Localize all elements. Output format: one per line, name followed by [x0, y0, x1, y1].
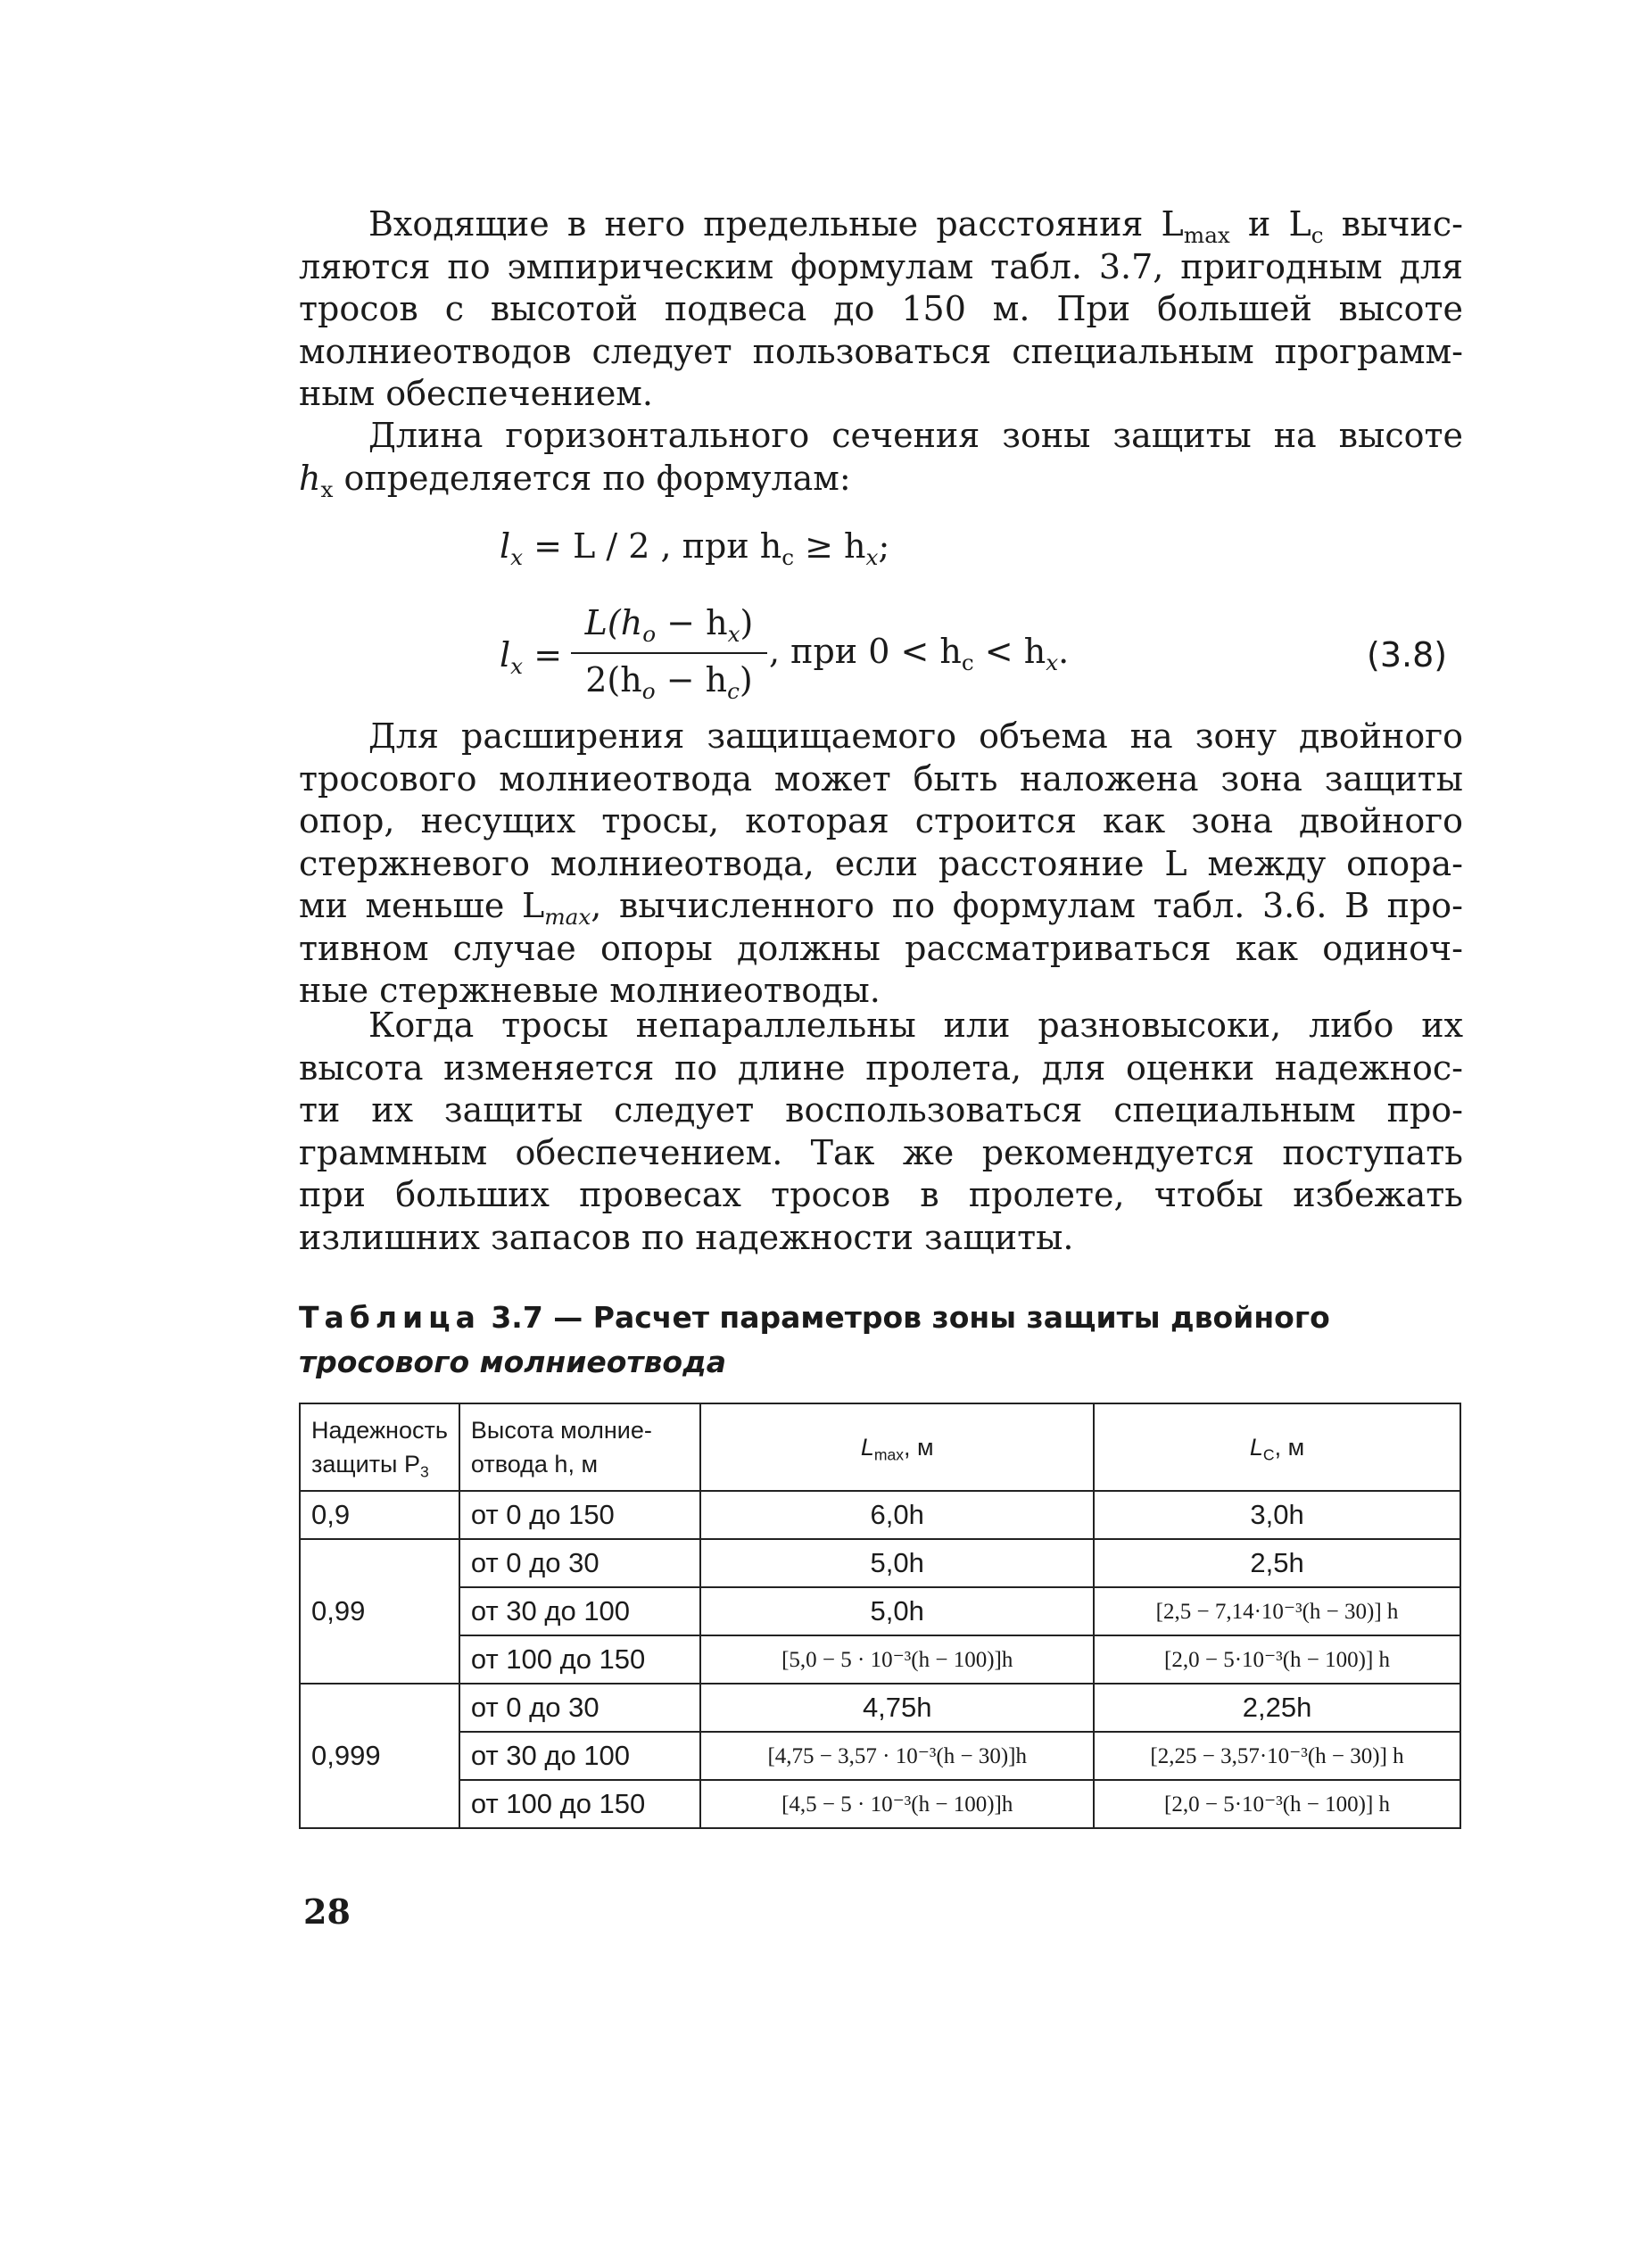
- header-height: Высота молние- отвода h, м: [459, 1403, 700, 1491]
- text-line: Для расширения защищаемого объема на зону двойного: [368, 716, 1463, 756]
- equation-number: (3.8): [1367, 635, 1448, 675]
- cell-height: от 100 до 150: [459, 1780, 700, 1828]
- cell-lmax: 5,0h: [700, 1539, 1094, 1587]
- paragraph-2: [299, 415, 1463, 500]
- text-line: $h_x$ определяется по формулам:: [299, 458, 851, 502]
- text-line: молниеотводов следует пользоваться специальным программ-: [299, 331, 1463, 371]
- cell-height: от 100 до 150: [459, 1635, 700, 1684]
- header-reliability: Надежность защиты $P_3$: [300, 1403, 459, 1491]
- paragraph-1: [299, 203, 1463, 416]
- caption-line: Таблица 3.7 — Расчет параметров зоны защиты двойного: [299, 1300, 1330, 1335]
- text-line: Длина горизонтального сечения зоны защиты на высоте: [368, 416, 1463, 455]
- table-row: [300, 1732, 1460, 1780]
- table-row: [300, 1635, 1460, 1684]
- cell-lc: [2,0 − 5·10⁻³(h − 100)] h: [1094, 1780, 1460, 1828]
- cell-lmax: [5,0 − 5 · 10⁻³(h − 100)]h: [700, 1635, 1094, 1684]
- text-line: ти их защиты следует воспользоваться специальным про-: [299, 1090, 1463, 1130]
- table-row: [300, 1539, 1460, 1587]
- cell-lc: [2,0 − 5·10⁻³(h − 100)] h: [1094, 1635, 1460, 1684]
- cell-lmax: 4,75h: [700, 1684, 1094, 1732]
- text-line: ми меньше $L_{max}$, вычисленного по формулам табл. 3.6. В про-: [299, 886, 1464, 930]
- cell-height: от 30 до 100: [459, 1732, 700, 1780]
- header-lmax: $L_{max}$, м: [700, 1403, 1094, 1491]
- table-row: [300, 1780, 1460, 1828]
- cell-height: от 0 до 150: [459, 1491, 700, 1539]
- parameters-table: [299, 1403, 1461, 1829]
- cell-lc: [2,5 − 7,14·10⁻³(h − 30)] h: [1094, 1587, 1460, 1635]
- cell-lc: 2,25h: [1094, 1684, 1460, 1732]
- text-line: излишних запасов по надежности защиты.: [299, 1217, 1074, 1257]
- text-line: Входящие в него предельные расстояния $L_{max}$ и $L_c$ вычис-: [368, 204, 1463, 248]
- text-line: ным обеспечением.: [299, 374, 653, 413]
- cell-reliability: 0,9: [300, 1491, 459, 1539]
- table-row: [300, 1491, 1460, 1539]
- text-line: тросового молниеотвода может быть наложена зона защиты: [299, 758, 1463, 799]
- cell-reliability: 0,99: [300, 1539, 459, 1684]
- text-line: ляются по эмпирическим формулам табл. 3.7, пригодным для: [299, 246, 1463, 286]
- caption-label: Таблица: [299, 1300, 481, 1335]
- text-line: тросов с высотой подвеса до 150 м. При большей высоте: [299, 289, 1463, 328]
- formula-2-numerator: $L(h_o - h_x)$: [584, 603, 754, 647]
- paragraph-4: [299, 1005, 1463, 1259]
- cell-reliability: 0,999: [300, 1684, 459, 1828]
- cell-lmax: 5,0h: [700, 1587, 1094, 1635]
- header-lc: $L_C$, м: [1094, 1403, 1460, 1491]
- formula-2-condition: , при $0 < h_c < h_x$.: [769, 632, 1070, 675]
- formula-2-lhs: $l_x$ =: [500, 635, 563, 679]
- cell-lc: 3,0h: [1094, 1491, 1460, 1539]
- table-row: [300, 1587, 1460, 1635]
- cell-height: от 30 до 100: [459, 1587, 700, 1635]
- page-number: 28: [303, 1891, 351, 1932]
- fraction-bar: [571, 652, 767, 654]
- text-line: тивном случае опоры должны рассматриваться как одиноч-: [299, 928, 1463, 968]
- text-line: стержневого молниеотвода, если расстояние L между опора-: [299, 843, 1463, 883]
- cell-lc: [2,25 − 3,57·10⁻³(h − 30)] h: [1094, 1732, 1460, 1780]
- table-row: [300, 1684, 1460, 1732]
- cell-lmax: [4,75 − 3,57 · 10⁻³(h − 30)]h: [700, 1732, 1094, 1780]
- text-line: при больших провесах тросов в пролете, чтобы избежать: [299, 1175, 1463, 1214]
- text-line: высота изменяется по длине пролета, для оценки надежнос-: [299, 1047, 1463, 1088]
- cell-height: от 0 до 30: [459, 1539, 700, 1587]
- text-line: Когда тросы непараллельны или разновысоки, либо их: [368, 1006, 1463, 1045]
- cell-lmax: 6,0h: [700, 1491, 1094, 1539]
- cell-lmax: [4,5 − 5 · 10⁻³(h − 100)]h: [700, 1780, 1094, 1828]
- text-line: опор, несущих тросы, которая строится как зона двойного: [299, 801, 1463, 840]
- formula-2-denominator: $2(h_o - h_c)$: [585, 660, 753, 704]
- cell-height: от 0 до 30: [459, 1684, 700, 1732]
- table-caption: [299, 1295, 1459, 1385]
- text-line: ные стержневые молниеотводы.: [299, 971, 881, 1010]
- table-header-row: [300, 1403, 1460, 1491]
- cell-lc: 2,5h: [1094, 1539, 1460, 1587]
- paragraph-3: [299, 716, 1463, 1013]
- text-line: граммным обеспечением. Так же рекомендуется поступать: [299, 1132, 1463, 1172]
- caption-line: тросового молниеотвода: [299, 1345, 726, 1379]
- formula-1: $l_x = L / 2$ , при $h_c \ge h_x$;: [500, 526, 890, 570]
